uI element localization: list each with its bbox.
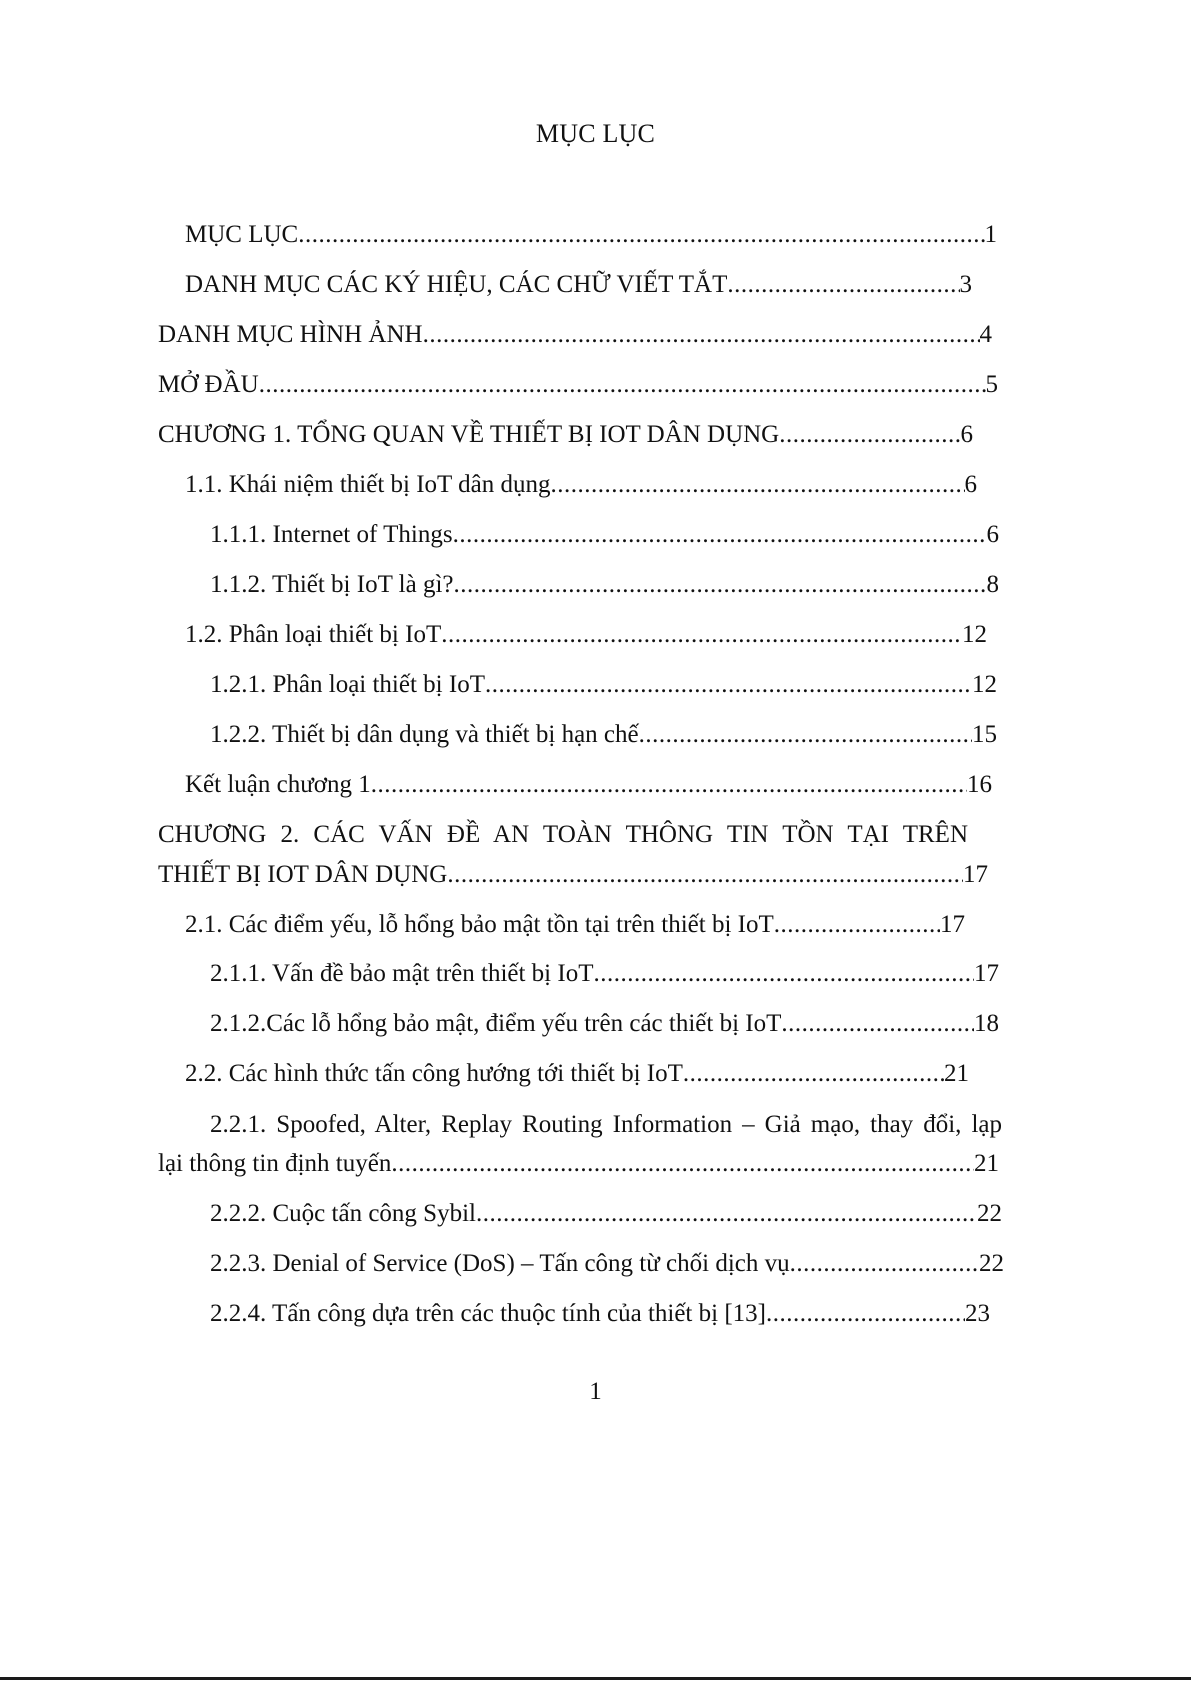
toc-entry-page: 12 [972,671,997,698]
toc-entry-page: 6 [964,471,977,498]
toc-entry-chuong-2-line-2[interactable] [158,858,988,892]
toc-entry-page: 6 [986,521,999,548]
toc-dot-leader [476,1197,977,1231]
toc-entry-text: MỞ ĐẦU [158,371,259,398]
toc-entry-page: 4 [979,321,992,348]
toc-entry-text: 2.1. Các điểm yếu, lỗ hổng bảo mật tồn tại trên thiết bị IoT [185,911,774,938]
toc-entry-text: Kết luận chương 1 [185,771,371,798]
toc-dot-leader [259,368,986,402]
toc-dot-leader [453,518,987,552]
toc-dot-leader [766,1297,965,1331]
toc-dot-leader [790,1247,979,1281]
page-title: MỤC LỤC [535,119,656,148]
toc-entry-text: 1.1. Khái niệm thiết bị IoT dân dụng [185,471,551,498]
toc-entry-text: 1.2. Phân loại thiết bị IoT [185,621,442,648]
toc-dot-leader [298,218,984,252]
toc-entry-1-1[interactable] [185,468,977,502]
toc-entry-page: 12 [962,621,987,648]
toc-dot-leader [639,718,972,752]
toc-entry-page: 16 [967,771,992,798]
toc-entry-ky-hieu[interactable] [185,268,972,302]
toc-entry-2-2-1-line-1[interactable] [210,1108,1002,1142]
toc-entry-page: 15 [972,721,997,748]
toc-entry-hinh-anh[interactable] [158,318,992,352]
toc-entry-2-2[interactable] [185,1057,969,1091]
toc-entry-2-2-3[interactable] [210,1247,1004,1281]
toc-dot-leader [453,568,986,602]
toc-dot-leader [447,858,963,892]
toc-entry-text: CHƯƠNG 2. CÁC VẤN ĐỀ AN TOÀN THÔNG TIN TỒN TẠI TRÊN [158,821,968,848]
toc-dot-leader [391,1147,974,1181]
toc-dot-leader [727,268,959,302]
toc-entry-text: 1.2.1. Phân loại thiết bị IoT [210,671,485,698]
toc-entry-2-2-2[interactable] [210,1197,1002,1231]
toc-dot-leader [683,1057,944,1091]
toc-dot-leader [781,1007,974,1041]
toc-entry-text-continued: lại thông tin định tuyến [158,1150,392,1177]
toc-entry-page: 18 [974,1010,999,1037]
toc-dot-leader [774,908,940,942]
page-number: 1 [589,1378,602,1405]
toc-entry-text: DANH MỤC HÌNH ẢNH [158,321,423,348]
toc-entry-page: 5 [985,371,998,398]
toc-entry-text: CHƯƠNG 1. TỔNG QUAN VỀ THIẾT BỊ IOT DÂN DỤNG [158,421,780,448]
toc-dot-leader [423,318,980,352]
toc-entry-text: 2.2.4. Tấn công dựa trên các thuộc tính của thiết bị [13] [210,1300,766,1327]
toc-entry-2-2-1-line-2[interactable] [158,1147,999,1181]
toc-entry-text: 2.1.2.Các lỗ hổng bảo mật, điểm yếu trên các thiết bị IoT [210,1010,782,1037]
toc-entry-text: MỤC LỤC [185,221,299,248]
toc-entry-2-1-2[interactable] [210,1007,999,1041]
toc-entry-page: 6 [960,421,973,448]
toc-dot-leader [550,468,964,502]
toc-entry-1-1-1[interactable] [210,518,999,552]
toc-dot-leader [593,957,974,991]
toc-entry-1-2-2[interactable] [210,718,997,752]
toc-entry-text: 1.2.2. Thiết bị dân dụng và thiết bị hạn chế [210,721,639,748]
toc-entry-1-2-1[interactable] [210,668,997,702]
toc-entry-page: 21 [944,1060,969,1087]
toc-entry-text: 1.1.1. Internet of Things [210,521,453,548]
toc-entry-chuong-1[interactable] [158,418,973,452]
toc-entry-2-1-1[interactable] [210,957,999,991]
toc-entry-chuong-2-line-1[interactable] [158,818,968,852]
toc-entry-text: DANH MỤC CÁC KÝ HIỆU, CÁC CHỮ VIẾT TẮT [185,271,728,298]
toc-entry-page: 8 [986,571,999,598]
toc-dot-leader [441,618,962,652]
toc-entry-muc-luc[interactable] [185,218,997,252]
toc-entry-2-2-4[interactable] [210,1297,990,1331]
toc-entry-text: 2.1.1. Vấn đề bảo mật trên thiết bị IoT [210,960,594,987]
toc-entry-1-1-2[interactable] [210,568,999,602]
toc-entry-text: 2.2.2. Cuộc tấn công Sybil [210,1200,476,1227]
toc-entry-text: 2.2.1. Spoofed, Alter, Replay Routing Information – Giả mạo, thay đổi, lạp [210,1111,1002,1138]
bottom-divider [0,1677,1191,1680]
toc-entry-page: 22 [977,1200,1002,1227]
toc-entry-text: 2.2.3. Denial of Service (DoS) – Tấn công từ chối dịch vụ [210,1250,790,1277]
toc-entry-2-1[interactable] [185,908,965,942]
toc-entry-text: 2.2. Các hình thức tấn công hướng tới thiết bị IoT [185,1060,683,1087]
toc-entry-mo-dau[interactable] [158,368,998,402]
toc-dot-leader [779,418,960,452]
toc-entry-page: 22 [979,1250,1004,1277]
toc-entry-text-continued: THIẾT BỊ IOT DÂN DỤNG [158,861,448,888]
toc-entry-ket-luan-1[interactable] [185,768,992,802]
toc-entry-page: 17 [940,911,965,938]
toc-entry-page: 21 [974,1150,999,1177]
toc-entry-text: 1.1.2. Thiết bị IoT là gì? [210,571,454,598]
toc-entry-page: 23 [965,1300,990,1327]
toc-entry-page: 17 [963,861,988,888]
toc-entry-page: 1 [984,221,997,248]
toc-entry-page: 3 [959,271,972,298]
toc-dot-leader [485,668,972,702]
toc-entry-1-2[interactable] [185,618,987,652]
toc-dot-leader [371,768,967,802]
toc-entry-page: 17 [974,960,999,987]
